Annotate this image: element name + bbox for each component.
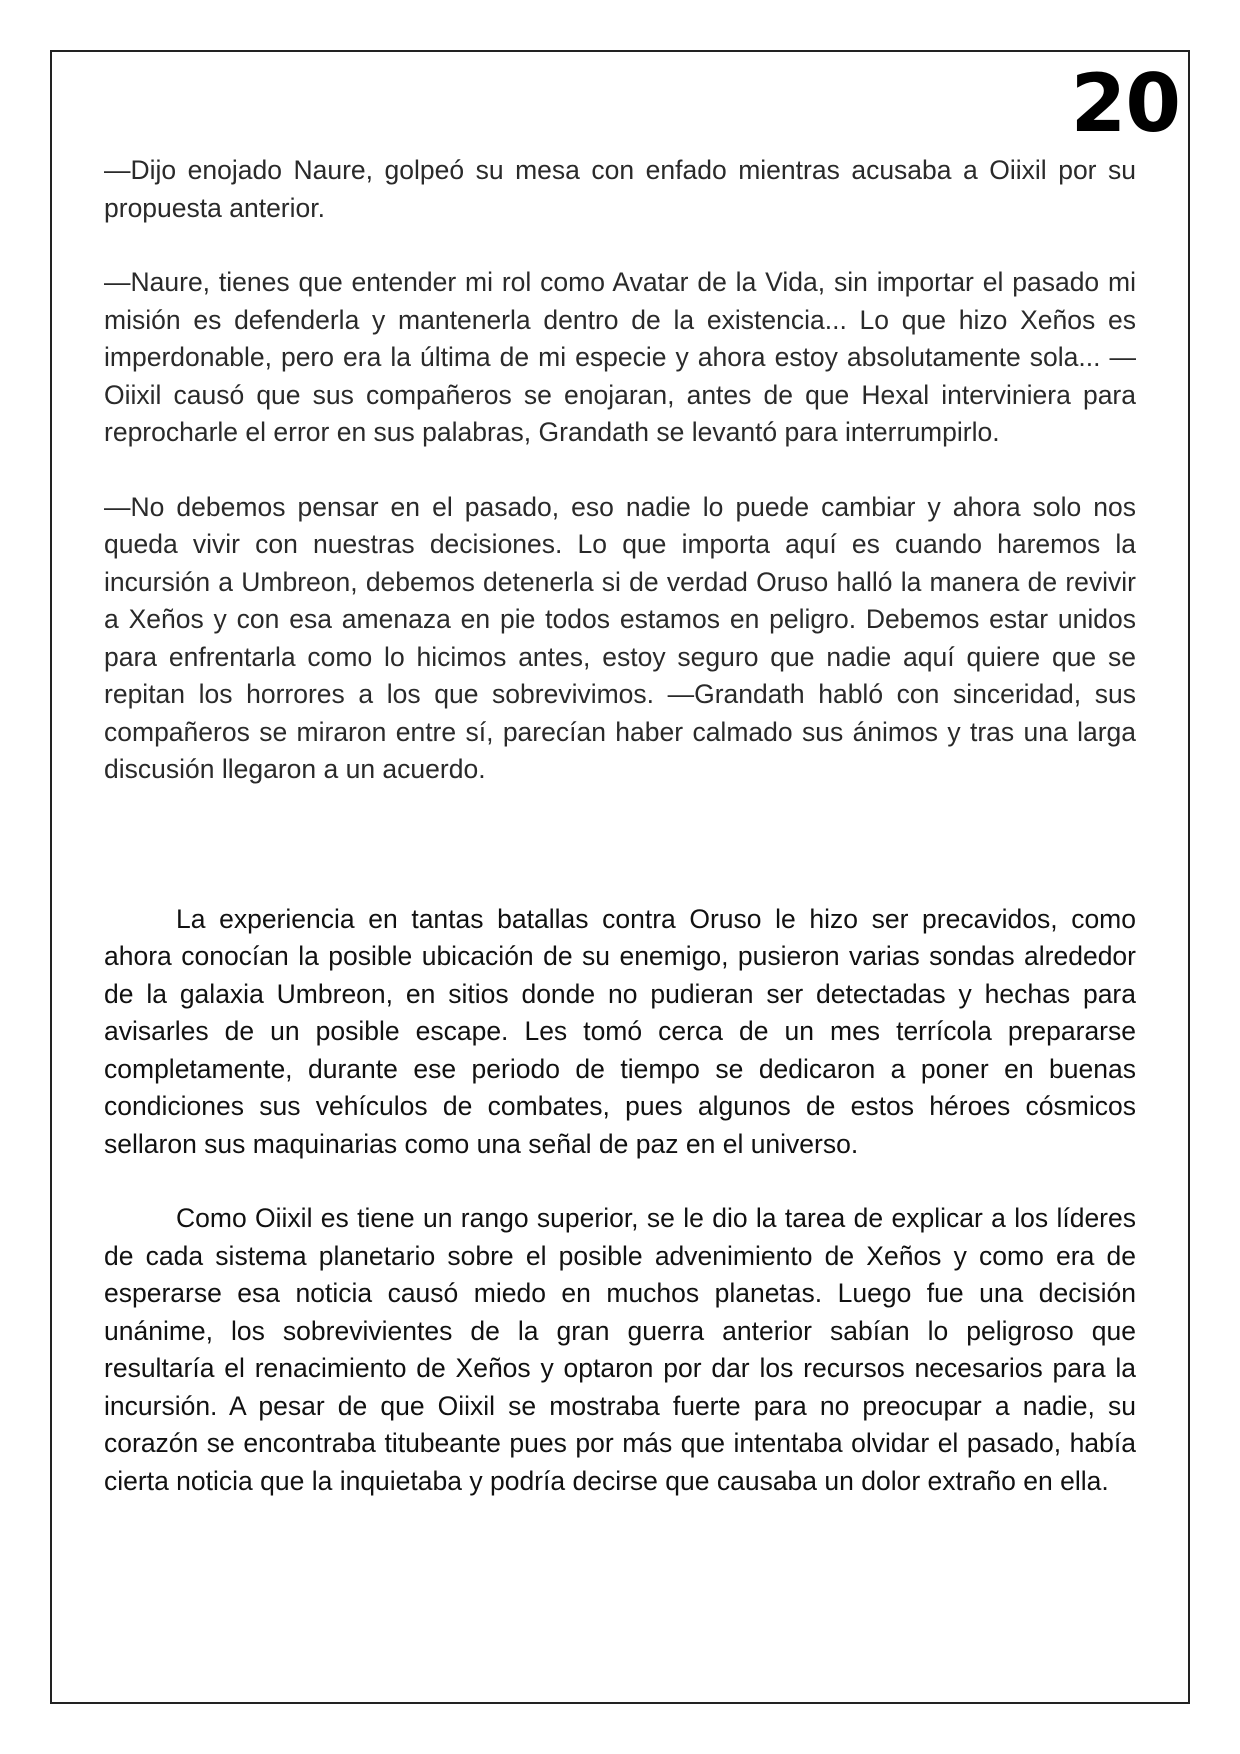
paragraph-dialog-naure: —Dijo enojado Naure, golpeó su mesa con enfado mientras acusaba a Oiixil por su propuesta anterior.	[104, 155, 1136, 223]
paragraph-spacer	[104, 1163, 1136, 1200]
paragraph-dialog-oiixil: —Naure, tienes que entender mi rol como Avatar de la Vida, sin importar el pasado mi misión es defenderla y mantenerla dentro de la existencia... Lo que hizo Xeños es imperdonable, pero era la última de mi especie y ahora estoy absolutamente sola... —Oiixil causó que sus compañeros se enojaran, antes de que Hexal interviniera para reprocharle el error en sus palabras, Grandath se levantó para interrumpirlo.	[104, 267, 1136, 447]
paragraph-dialog-grandath: —No debemos pensar en el pasado, eso nadie lo puede cambiar y ahora solo nos queda vivir con nuestras decisiones. Lo que importa aquí es cuando haremos la incursión a Umbreon, debemos detenerla si de verdad Oruso halló la manera de revivir a Xeños y con esa amenaza en pie todos estamos en peligro. Debemos estar unidos para enfrentarla como lo hicimos antes, estoy seguro que nadie aquí quiere que se repitan los horrores a los que sobrevivimos. —Grandath habló con sinceridad, sus compañeros se miraron entre sí, parecían haber calmado sus ánimos y tras una larga discusión llegaron a un acuerdo.	[104, 491, 1136, 784]
section-break	[104, 789, 1136, 901]
paragraph-spacer	[104, 452, 1136, 489]
page-body	[104, 152, 1136, 1500]
paragraph-narrative-oiixil: Como Oiixil es tiene un rango superior, se le dio la tarea de explicar a los líderes de cada sistema planetario sobre el posible advenimiento de Xeños y como era de esperarse esa noticia causó miedo en muchos planetas. Luego fue una decisión unánime, los sobrevivientes de la gran guerra anterior sabían lo peligroso que resultaría el renacimiento de Xeños y optaron por dar los recursos necesarios para la incursión. A pesar de que Oiixil se mostraba fuerte para no preocupar a nadie, su corazón se encontraba titubeante pues por más que intentaba olvidar el pasado, había cierta noticia que la inquietaba y podría decirse que causaba un dolor extraño en ella.	[104, 1203, 1136, 1496]
paragraph-spacer	[104, 227, 1136, 264]
paragraph-narrative-preparation: La experiencia en tantas batallas contra Oruso le hizo ser precavidos, como ahora conocían la posible ubicación de su enemigo, pusieron varias sondas alrededor de la galaxia Umbreon, en sitios donde no pudieran ser detectadas y hechas para avisarles de un posible escape. Les tomó cerca de un mes terrícola prepararse completamente, durante ese periodo de tiempo se dedicaron a poner en buenas condiciones sus vehículos de combates, pues algunos de estos héroes cósmicos sellaron sus maquinarias como una señal de paz en el universo.	[104, 903, 1136, 1159]
page-number: 20	[1070, 57, 1180, 150]
